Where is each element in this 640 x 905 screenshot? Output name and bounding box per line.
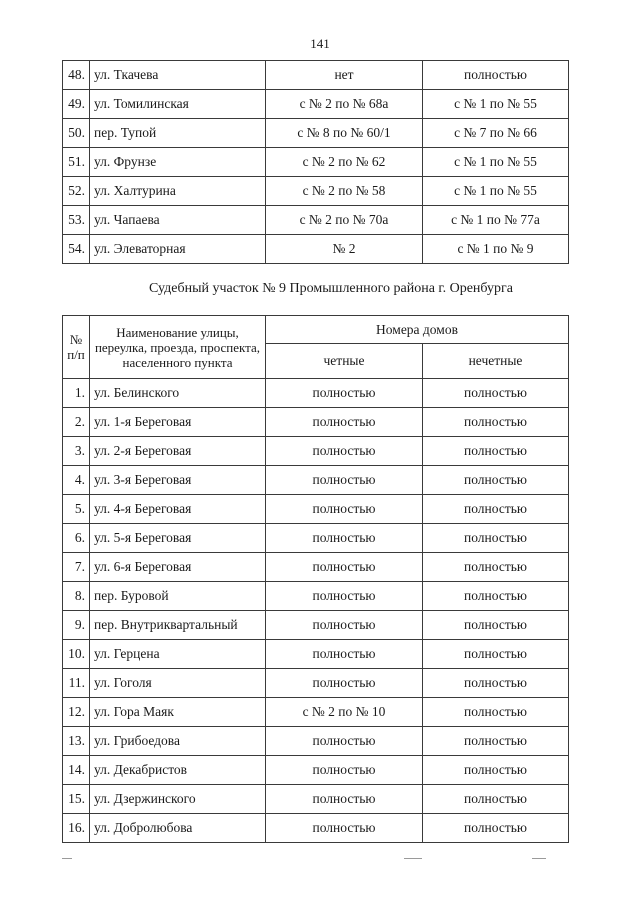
even-numbers: с № 2 по № 70а — [266, 206, 423, 235]
even-numbers: с № 8 по № 60/1 — [266, 119, 423, 148]
street-name: ул. Гоголя — [90, 669, 266, 698]
table-row — [63, 814, 569, 843]
street-name: ул. 2-я Береговая — [90, 437, 266, 466]
table-row — [63, 553, 569, 582]
row-number: 1. — [63, 379, 90, 408]
row-number: 3. — [63, 437, 90, 466]
odd-numbers: полностью — [423, 553, 569, 582]
odd-numbers: полностью — [423, 408, 569, 437]
even-numbers: полностью — [266, 495, 423, 524]
table-row — [63, 148, 569, 177]
street-name: ул. Белинского — [90, 379, 266, 408]
street-name: ул. Декабристов — [90, 756, 266, 785]
odd-numbers: полностью — [423, 611, 569, 640]
table-row — [63, 698, 569, 727]
table-row — [63, 408, 569, 437]
even-numbers: полностью — [266, 611, 423, 640]
row-number: 15. — [63, 785, 90, 814]
row-number: 4. — [63, 466, 90, 495]
street-name: ул. Грибоедова — [90, 727, 266, 756]
street-name: ул. Гора Маяк — [90, 698, 266, 727]
table-row — [63, 669, 569, 698]
odd-numbers: полностью — [423, 640, 569, 669]
even-numbers: полностью — [266, 524, 423, 553]
odd-numbers: полностью — [423, 698, 569, 727]
row-number: 11. — [63, 669, 90, 698]
even-numbers: № 2 — [266, 235, 423, 264]
street-name: ул. Томилинская — [90, 90, 266, 119]
header-odd-numbers: нечетные — [423, 344, 569, 379]
street-name: ул. 1-я Береговая — [90, 408, 266, 437]
table-row — [63, 177, 569, 206]
even-numbers: полностью — [266, 437, 423, 466]
row-number: 54. — [63, 235, 90, 264]
table-row — [63, 119, 569, 148]
even-numbers: полностью — [266, 640, 423, 669]
odd-numbers: полностью — [423, 756, 569, 785]
street-name: ул. Чапаева — [90, 206, 266, 235]
even-numbers: полностью — [266, 582, 423, 611]
court-district-street-table — [62, 315, 569, 843]
even-numbers: полностью — [266, 669, 423, 698]
section-title: Судебный участок № 9 Промышленного района г. Оренбурга — [149, 281, 513, 296]
table-row — [63, 640, 569, 669]
even-numbers: с № 2 по № 68а — [266, 90, 423, 119]
odd-numbers: полностью — [423, 61, 569, 90]
table-row — [63, 582, 569, 611]
table-row — [63, 727, 569, 756]
odd-numbers: полностью — [423, 669, 569, 698]
row-number: 53. — [63, 206, 90, 235]
street-name: пер. Тупой — [90, 119, 266, 148]
continued-street-table-body — [63, 61, 569, 264]
header-even-numbers: четные — [266, 344, 423, 379]
street-name: ул. Халтурина — [90, 177, 266, 206]
odd-numbers: с № 1 по № 77а — [423, 206, 569, 235]
even-numbers: полностью — [266, 553, 423, 582]
row-number: 5. — [63, 495, 90, 524]
odd-numbers: полностью — [423, 727, 569, 756]
table-header — [63, 316, 569, 379]
even-numbers: полностью — [266, 727, 423, 756]
row-number: 51. — [63, 148, 90, 177]
row-number: 50. — [63, 119, 90, 148]
table-row — [63, 785, 569, 814]
row-number: 49. — [63, 90, 90, 119]
odd-numbers: полностью — [423, 582, 569, 611]
even-numbers: полностью — [266, 814, 423, 843]
row-number: 9. — [63, 611, 90, 640]
even-numbers: полностью — [266, 408, 423, 437]
row-number: 48. — [63, 61, 90, 90]
table-row — [63, 524, 569, 553]
odd-numbers: с № 1 по № 55 — [423, 177, 569, 206]
court-district-street-table-body — [63, 379, 569, 843]
odd-numbers: с № 1 по № 55 — [423, 90, 569, 119]
table-row — [63, 90, 569, 119]
row-number: 13. — [63, 727, 90, 756]
street-name: ул. 5-я Береговая — [90, 524, 266, 553]
odd-numbers: полностью — [423, 785, 569, 814]
even-numbers: с № 2 по № 10 — [266, 698, 423, 727]
page-number: 141 — [310, 36, 330, 51]
header-house-numbers: Номера домов — [266, 316, 569, 344]
even-numbers: полностью — [266, 785, 423, 814]
table-row — [63, 235, 569, 264]
row-number: 7. — [63, 553, 90, 582]
table-row — [63, 495, 569, 524]
odd-numbers: полностью — [423, 437, 569, 466]
even-numbers: с № 2 по № 62 — [266, 148, 423, 177]
odd-numbers: полностью — [423, 379, 569, 408]
even-numbers: с № 2 по № 58 — [266, 177, 423, 206]
header-street-name: Наименование улицы, переулка, проезда, проспекта, населенного пункта — [90, 316, 266, 379]
odd-numbers: с № 7 по № 66 — [423, 119, 569, 148]
table-row — [63, 437, 569, 466]
street-name: ул. 6-я Береговая — [90, 553, 266, 582]
street-name: пер. Буровой — [90, 582, 266, 611]
street-name: ул. Элеваторная — [90, 235, 266, 264]
odd-numbers: полностью — [423, 495, 569, 524]
table-row — [63, 379, 569, 408]
bottom-scan-marks — [62, 858, 568, 860]
row-number: 14. — [63, 756, 90, 785]
street-name: ул. Герцена — [90, 640, 266, 669]
table-row — [63, 756, 569, 785]
even-numbers: полностью — [266, 756, 423, 785]
row-number: 6. — [63, 524, 90, 553]
odd-numbers: полностью — [423, 524, 569, 553]
row-number: 12. — [63, 698, 90, 727]
table-row — [63, 466, 569, 495]
street-name: ул. Фрунзе — [90, 148, 266, 177]
street-name: ул. Добролюбова — [90, 814, 266, 843]
street-name: ул. Ткачева — [90, 61, 266, 90]
row-number: 52. — [63, 177, 90, 206]
row-number: 16. — [63, 814, 90, 843]
table-row — [63, 611, 569, 640]
street-name: ул. 3-я Береговая — [90, 466, 266, 495]
even-numbers: полностью — [266, 466, 423, 495]
street-name: пер. Внутриквартальный — [90, 611, 266, 640]
odd-numbers: с № 1 по № 55 — [423, 148, 569, 177]
odd-numbers: полностью — [423, 466, 569, 495]
street-name: ул. 4-я Береговая — [90, 495, 266, 524]
table-row — [63, 206, 569, 235]
header-number: № п/п — [63, 316, 90, 379]
row-number: 2. — [63, 408, 90, 437]
odd-numbers: с № 1 по № 9 — [423, 235, 569, 264]
row-number: 8. — [63, 582, 90, 611]
street-name: ул. Дзержинского — [90, 785, 266, 814]
odd-numbers: полностью — [423, 814, 569, 843]
row-number: 10. — [63, 640, 90, 669]
table-row — [63, 61, 569, 90]
even-numbers: нет — [266, 61, 423, 90]
even-numbers: полностью — [266, 379, 423, 408]
continued-street-table — [62, 60, 569, 264]
